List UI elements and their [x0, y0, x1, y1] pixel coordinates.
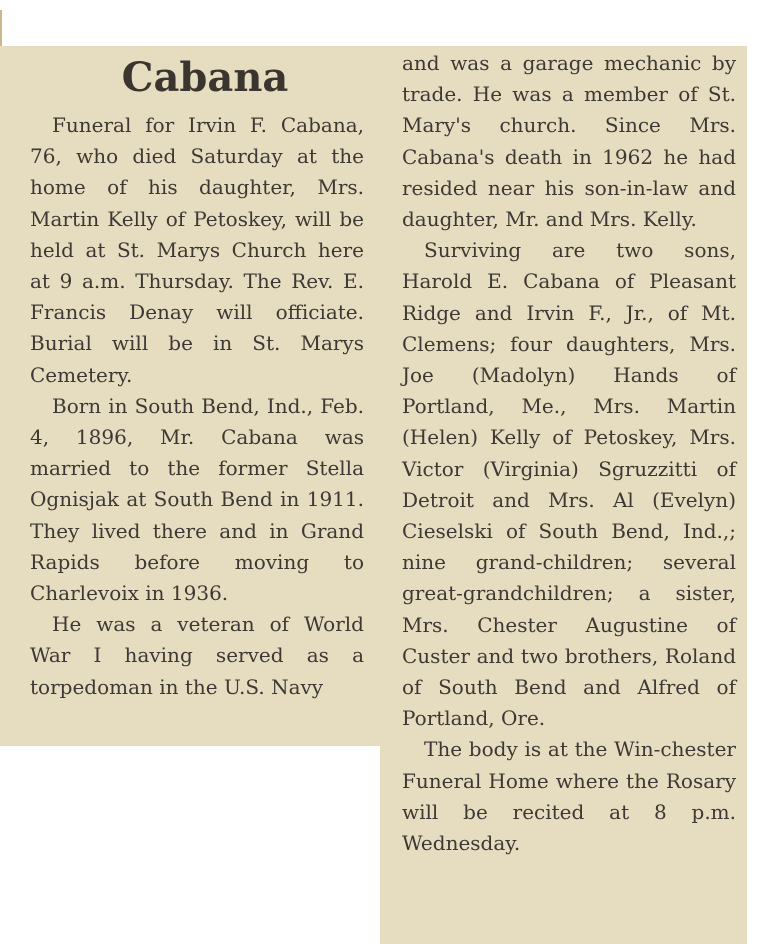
obituary-headline: Cabana [121, 54, 289, 101]
paragraph-surviving: Surviving are two sons, Harold E. Cabana of Pleasant Ridge and Irvin F., Jr., of Mt. Clemens; four daughters, Mrs. Joe (Madolyn) Hands of Portland, Me., Mrs. Martin (Helen) Kelly of Petoskey, Mrs. Victor (Virginia) Sgruzzitti of Detroit and Mrs. Al (Evelyn) Cieselski of South Bend, Ind.,; nine grand-children; several great-grandchildren; a sister, Mrs. Chester Augustine of Custer and two brothers, Roland of South Bend and Alfred of Portland, Ore. [402, 238, 736, 731]
clipping-edge-mark [0, 10, 2, 46]
paragraph-born: Born in South Bend, Ind., Feb. 4, 1896, Mr. Cabana was married to the former Stella Ognisjak at South Bend in 1911. They lived there and in Grand Rapids before moving to Charlevoix in 1936. [30, 393, 364, 606]
left-column [30, 110, 364, 703]
paragraph-funeral: Funeral for Irvin F. Cabana, 76, who died Saturday at the home of his daughter, Mrs. Martin Kelly of Petoskey, will be held at St. Marys Church here at 9 a.m. Thursday. The Rev. E. Francis Denay will officiate. Burial will be in St. Marys Cemetery. [30, 113, 364, 387]
paragraph-veteran: He was a veteran of World War I having served as a torpedoman in the U.S. Navy [30, 612, 364, 699]
paragraph-veteran-continued: and was a garage mechanic by trade. He was a member of St. Mary's church. Since Mrs. Cabana's death in 1962 he had resided near his son-in-law and daughter, Mr. and Mrs. Kelly. [402, 51, 736, 232]
right-column [402, 48, 736, 859]
paragraph-body: The body is at the Win-chester Funeral Home where the Rosary will be recited at 8 p.m. Wednesday. [402, 737, 736, 856]
